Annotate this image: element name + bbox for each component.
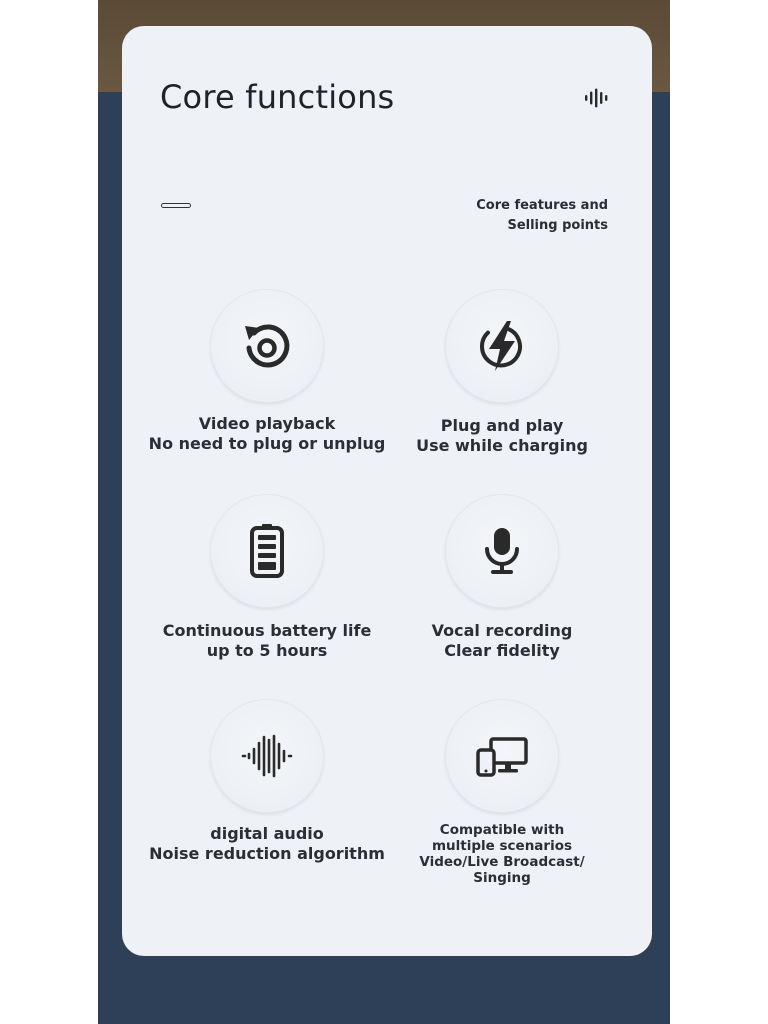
feature-line-1: Plug and play (440, 416, 564, 435)
page-subtitle (476, 196, 608, 236)
feature-line-2: Noise reduction algorithm (149, 844, 385, 863)
feature-text (142, 414, 392, 454)
feature-icon-circle (211, 290, 323, 402)
feature-line-4: Singing (473, 870, 531, 886)
core-functions-card (122, 26, 652, 956)
feature-line-2: No need to plug or unplug (148, 434, 386, 453)
audio-bars-icon (584, 88, 608, 108)
feature-icon-circle (211, 495, 323, 607)
feature-line-1: digital audio (210, 824, 324, 843)
replay-icon (239, 318, 295, 374)
feature-line-1: Vocal recording (431, 621, 573, 640)
feature-line-2: multiple scenarios (431, 838, 573, 854)
battery-icon (239, 523, 295, 579)
sound-wave-icon (239, 728, 295, 784)
page-title: Core functions (160, 78, 395, 116)
feature-line-2: Use while charging (416, 436, 588, 455)
microphone-icon (474, 523, 530, 579)
title-underline-dash (161, 203, 191, 208)
feature-icon-circle (446, 290, 558, 402)
feature-line-1: Video playback (198, 414, 336, 433)
feature-line-1: Compatible with (439, 822, 565, 838)
feature-text (142, 621, 392, 661)
feature-icon-circle (446, 700, 558, 812)
feature-line-1: Continuous battery life (162, 621, 372, 640)
lightning-icon (474, 318, 530, 374)
feature-text (377, 416, 627, 456)
feature-text (377, 822, 627, 886)
feature-text (142, 824, 392, 864)
feature-text (377, 621, 627, 661)
feature-line-2: up to 5 hours (206, 641, 328, 660)
feature-icon-circle (446, 495, 558, 607)
feature-line-3: Video/Live Broadcast/ (419, 854, 585, 870)
subtitle-line-2: Selling points (507, 218, 608, 233)
subtitle-line-1: Core features and (476, 198, 608, 213)
feature-line-2: Clear fidelity (444, 641, 560, 660)
devices-icon (474, 728, 530, 784)
feature-icon-circle (211, 700, 323, 812)
